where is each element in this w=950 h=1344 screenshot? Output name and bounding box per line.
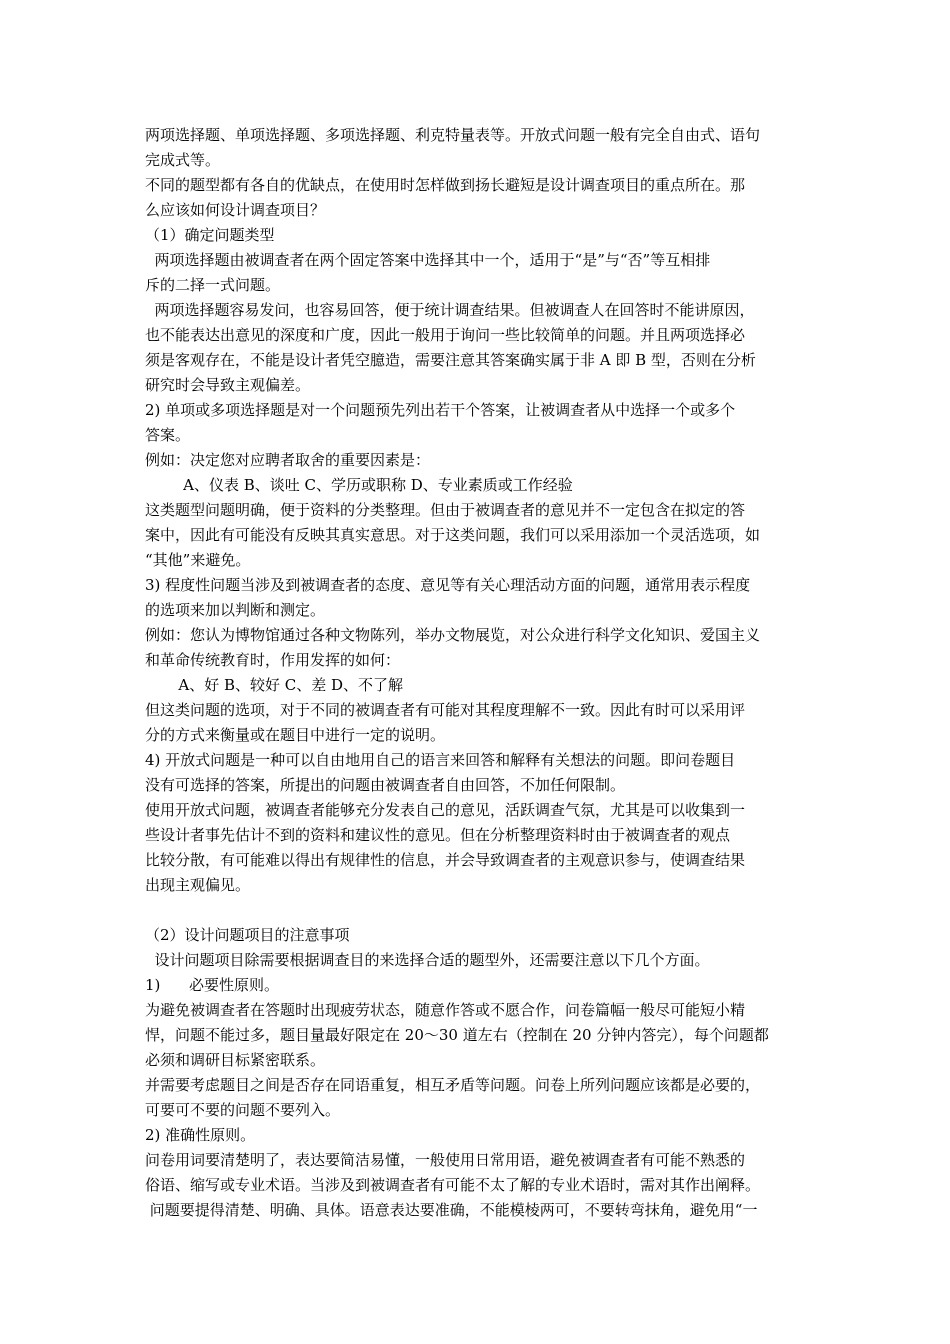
text-line: 两项选择题、单项选择题、多项选择题、利克特量表等。开放式问题一般有完全自由式、语句 [145, 126, 761, 144]
text-line: （2）设计问题项目的注意事项 [145, 926, 350, 944]
text-line: “其他”来避免。 [145, 551, 251, 569]
text-line: A、好 B、较好 C、差 D、不了解 [145, 676, 404, 694]
text-line: 问卷用词要清楚明了，表达要简洁易懂，一般使用日常用语，避免被调查者有可能不熟悉的 [145, 1151, 746, 1169]
text-line: 两项选择题容易发问，也容易回答，便于统计调查结果。但被调查人在回答时不能讲原因， [145, 301, 755, 319]
text-line: 4) 开放式问题是一种可以自由地用自己的语言来回答和解释有关想法的问题。即问卷题目 [145, 751, 736, 769]
text-line: 使用开放式问题，被调查者能够充分发表自己的意见，活跃调查气氛，尤其是可以收集到一 [145, 801, 746, 819]
text-line: 悍，问题不能过多，题目量最好限定在 20～30 道左右（控制在 20 分钟内答完），每个问题都 [145, 1026, 769, 1044]
text-line: 3) 程度性问题当涉及到被调查者的态度、意见等有关心理活动方面的问题，通常用表示程度 [145, 576, 751, 594]
text-line: 俗语、缩写或专业术语。当涉及到被调查者有可能不太了解的专业术语时，需对其作出阐释。 [145, 1176, 761, 1194]
text-line: 可要可不要的问题不要列入。 [145, 1101, 341, 1119]
text-line: 研究时会导致主观偏差。 [145, 376, 311, 394]
text-line: A、仪表 B、谈吐 C、学历或职称 D、专业素质或工作经验 [145, 476, 573, 494]
text-line: 和革命传统教育时，作用发挥的如何： [145, 651, 401, 669]
text-line: 1) 必要性原则。 [145, 976, 280, 994]
text-line: 这类题型问题明确，便于资料的分类整理。但由于被调查者的意见并不一定包含在拟定的答 [145, 501, 746, 519]
text-line: 两项选择题由被调查者在两个固定答案中选择其中一个，适用于“是”与“否”等互相排 [145, 251, 711, 269]
text-line: 须是客观存在，不能是设计者凭空臆造，需要注意其答案确实属于非 A 即 B 型，否则在分析 [145, 351, 756, 369]
text-line: 为避免被调查者在答题时出现疲劳状态，随意作答或不愿合作，问卷篇幅一般尽可能短小精 [145, 1001, 746, 1019]
text-line: 分的方式来衡量或在题目中进行一定的说明。 [145, 726, 446, 744]
text-line: 问题要提得清楚、明确、具体。语意表达要准确，不能模棱两可，不要转弯抹角，避免用“一 [145, 1201, 758, 1219]
text-line: 并需要考虑题目之间是否存在同语重复，相互矛盾等问题。问卷上所列问题应该都是必要的， [145, 1076, 761, 1094]
text-line: 答案。 [145, 426, 191, 444]
blank-line [145, 898, 813, 923]
text-line: 不同的题型都有各自的优缺点，在使用时怎样做到扬长避短是设计调查项目的重点所在。那 [145, 176, 746, 194]
text-line: 但这类问题的选项，对于不同的被调查者有可能对其程度理解不一致。因此有时可以采用评 [145, 701, 746, 719]
text-line: 的选项来加以判断和测定。 [145, 601, 326, 619]
text-line: 么应该如何设计调查项目？ [145, 201, 326, 219]
text-line: 也不能表达出意见的深度和广度，因此一般用于询问一些比较简单的问题。并且两项选择必 [145, 326, 746, 344]
text-line: 设计问题项目除需要根据调查目的来选择合适的题型外，还需要注意以下几个方面。 [145, 951, 710, 969]
text-line: 些设计者事先估计不到的资料和建议性的意见。但在分析整理资料时由于被调查者的观点 [145, 826, 731, 844]
text-line: 例如：您认为博物馆通过各种文物陈列，举办文物展览，对公众进行科学文化知识、爱国主义 [145, 626, 761, 644]
document-body [145, 123, 813, 1223]
text-line: 完成式等。 [145, 151, 221, 169]
text-line: 没有可选择的答案，所提出的问题由被调查者自由回答，不加任何限制。 [145, 776, 626, 794]
text-line: （1）确定问题类型 [145, 226, 275, 244]
text-line: 2) 准确性原则。 [145, 1126, 256, 1144]
text-line: 比较分散，有可能难以得出有规律性的信息，并会导致调查者的主观意识参与，使调查结果 [145, 851, 746, 869]
text-line: 必须和调研目标紧密联系。 [145, 1051, 326, 1069]
text-line: 出现主观偏见。 [145, 876, 251, 894]
text-line: 2) 单项或多项选择题是对一个问题预先列出若干个答案，让被调查者从中选择一个或多个 [145, 401, 736, 419]
text-line: 斥的二择一式问题。 [145, 276, 281, 294]
text-line: 例如：决定您对应聘者取舍的重要因素是： [145, 451, 431, 469]
text-line: 案中，因此有可能没有反映其真实意思。对于这类问题，我们可以采用添加一个灵活选项，如 [145, 526, 761, 544]
